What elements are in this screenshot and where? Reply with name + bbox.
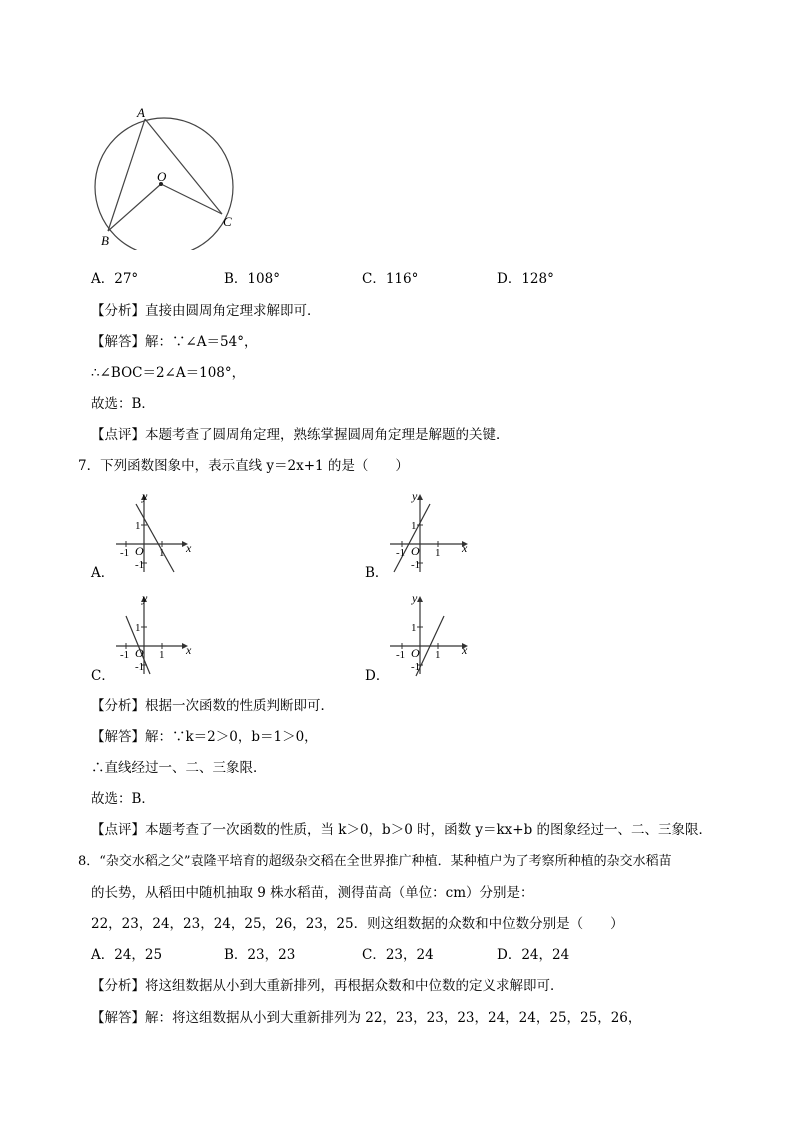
tick-label-1-x: 1 bbox=[159, 649, 165, 661]
label-C: C bbox=[223, 214, 232, 229]
solution-step: ∵∠A＝54°， bbox=[172, 334, 258, 350]
q8-analysis: 【分析】将这组数据从小到大重新排列，再根据众数和中位数的定义求解即可． bbox=[91, 978, 564, 994]
tick-label-neg1-x: -1 bbox=[120, 547, 130, 559]
q7-option-b: B． bbox=[365, 565, 389, 581]
q6-answer: 故选：B． bbox=[91, 396, 155, 412]
q7-stem: 7．下列函数图象中，表示直线 y＝2x+1 的是（ ） bbox=[78, 458, 409, 474]
graph-d bbox=[386, 590, 476, 680]
q6-analysis: 【分析】直接由圆周角定理求解即可． bbox=[91, 303, 321, 319]
radius-OC bbox=[161, 184, 222, 214]
label-B: B bbox=[101, 233, 109, 248]
q6-option-a: A．27° bbox=[91, 271, 139, 287]
q6-solution-2: ∴∠BOC＝2∠A＝108°， bbox=[91, 365, 246, 381]
q7-answer: 故选：B． bbox=[91, 791, 155, 807]
label-A: A bbox=[137, 105, 145, 120]
graph-b bbox=[386, 488, 476, 578]
origin-label: O bbox=[135, 646, 144, 660]
q8-option-d: D．24，24 bbox=[497, 947, 570, 963]
tick-label-neg1-x: -1 bbox=[396, 547, 406, 559]
y-axis-label: y bbox=[142, 591, 148, 605]
tick-label-neg1-y: -1 bbox=[411, 661, 421, 673]
tick-label-neg1-x: -1 bbox=[396, 649, 406, 661]
x-axis-label: x bbox=[462, 643, 468, 657]
graph-a bbox=[112, 488, 202, 578]
q6-option-d: D．128° bbox=[497, 271, 554, 287]
tick-label-1-x: 1 bbox=[435, 547, 441, 559]
q8-stem-1: 8．“杂交水稻之父”袁隆平培育的超级杂交稻在全世界推广种植．某种植户为了考察所种植的杂交水稻苗 bbox=[78, 854, 672, 869]
tick-label-1-x: 1 bbox=[159, 547, 165, 559]
tick-label-1-x: 1 bbox=[435, 649, 441, 661]
tick-label-1-y: 1 bbox=[135, 622, 141, 634]
solution-label: 【解答】解： bbox=[91, 334, 172, 350]
q7-comment: 【点评】本题考查了一次函数的性质，当 k＞0，b＞0 时，函数 y＝kx+b 的图象经过一、二、三象限． bbox=[91, 822, 713, 838]
q8-option-c: C．23，24 bbox=[362, 947, 434, 963]
graph-c bbox=[112, 590, 202, 680]
y-axis-label: y bbox=[412, 489, 418, 503]
x-axis-label: x bbox=[186, 643, 192, 657]
origin-label: O bbox=[135, 544, 144, 558]
q8-solution-1: 【解答】解：将这组数据从小到大重新排列为 22，23，23，23，24，24，25，25，26， bbox=[91, 1010, 642, 1026]
tick-label-1-y: 1 bbox=[411, 520, 417, 532]
label-O: O bbox=[157, 169, 167, 184]
q6-solution-1 bbox=[91, 332, 258, 352]
circle-figure bbox=[85, 100, 245, 250]
q6-option-c: C．116° bbox=[362, 271, 419, 287]
q8-stem-3: 22，23，24，23，24，25，26，23，25．则这组数据的众数和中位数分别是（ ） bbox=[91, 916, 624, 932]
origin-label: O bbox=[411, 646, 420, 660]
tick-label-neg1-y: -1 bbox=[135, 559, 145, 571]
q7-solution-1: 【解答】解：∵k＝2＞0，b＝1＞0， bbox=[91, 729, 318, 745]
q8-option-b: B．23，23 bbox=[224, 947, 296, 963]
circle-outline bbox=[95, 118, 233, 250]
x-axis-label: x bbox=[186, 541, 192, 555]
x-axis-label: x bbox=[462, 541, 468, 555]
y-axis-label: y bbox=[412, 591, 418, 605]
q6-comment: 【点评】本题考查了圆周角定理，熟练掌握圆周角定理是解题的关键． bbox=[91, 427, 510, 443]
tick-label-neg1-x: -1 bbox=[120, 649, 130, 661]
tick-label-neg1-y: -1 bbox=[135, 661, 145, 673]
q7-option-d: D． bbox=[365, 668, 390, 684]
q8-stem-2: 的长势，从稻田中随机抽取 9 株水稻苗，测得苗高（单位：cm）分别是： bbox=[91, 885, 534, 901]
tick-label-1-y: 1 bbox=[411, 622, 417, 634]
q6-option-b: B．108° bbox=[224, 271, 280, 287]
y-axis-label: y bbox=[142, 489, 148, 503]
chord-AC bbox=[145, 119, 222, 214]
q7-analysis: 【分析】根据一次函数的性质判断即可． bbox=[91, 698, 334, 714]
tick-label-1-y: 1 bbox=[135, 520, 141, 532]
q7-solution-2: ∴直线经过一、二、三象限． bbox=[91, 760, 267, 776]
tick-label-neg1-y: -1 bbox=[411, 559, 421, 571]
q7-option-a: A． bbox=[91, 565, 115, 581]
origin-label: O bbox=[411, 544, 420, 558]
q7-option-c: C． bbox=[91, 668, 115, 684]
q8-option-a: A．24，25 bbox=[91, 947, 163, 963]
